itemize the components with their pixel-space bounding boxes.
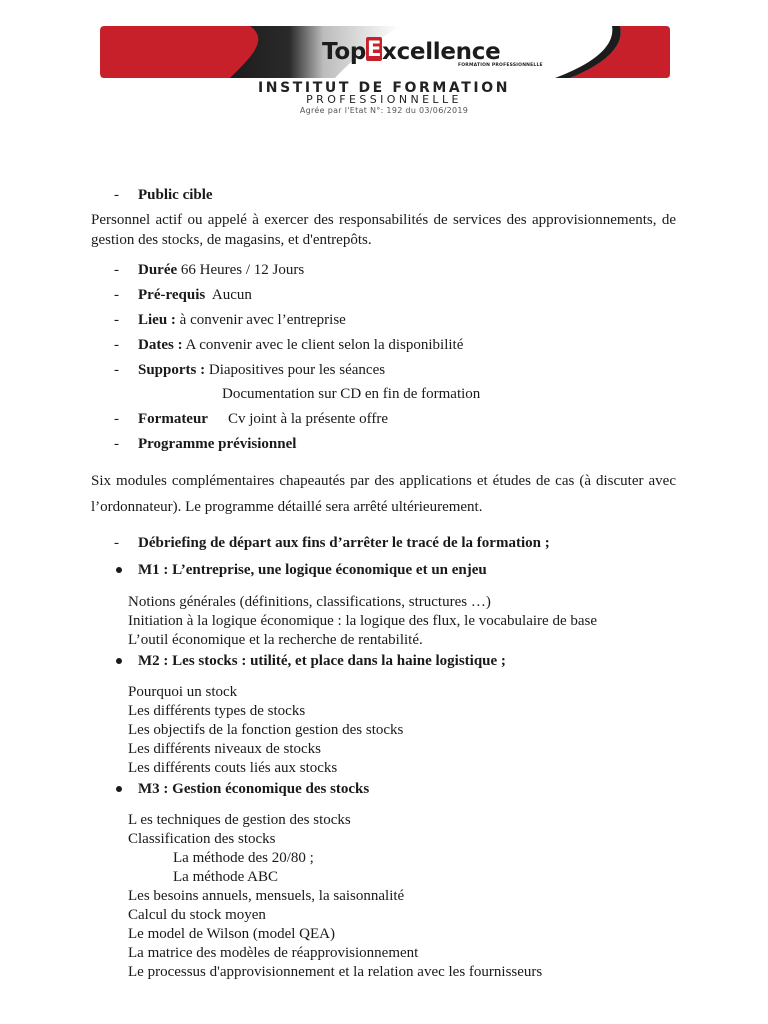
detail-value: 66 Heures / 12 Jours — [180, 262, 305, 278]
list-item: Les différents types de stocks — [128, 703, 306, 719]
list-dash: - — [114, 262, 119, 278]
detail-duree — [138, 260, 304, 280]
detail-label: Lieu : — [138, 312, 176, 328]
detail-prerequis — [138, 285, 252, 305]
list-item: Initiation à la logique économique : la logique des flux, le vocabulaire de base — [128, 613, 598, 629]
list-item: L es techniques de gestion des stocks — [128, 812, 351, 828]
detail-value: à convenir avec l’entreprise — [179, 312, 346, 328]
list-dash: - — [114, 436, 119, 452]
list-item: Classification des stocks — [128, 831, 276, 847]
institute-subtitle: PROFESSIONNELLE — [306, 93, 462, 106]
detail-label: Dates : — [138, 337, 183, 353]
detail-label: Pré-requis — [138, 287, 206, 303]
list-item: Le model de Wilson (model QEA) — [128, 926, 335, 942]
detail-supports-continued: Documentation sur CD en fin de formation — [222, 386, 481, 402]
list-item: Les différents couts liés aux stocks — [128, 760, 338, 776]
brand-logo-e: E — [367, 37, 382, 61]
brand-subtitle: FORMATION PROFESSIONNELLE — [458, 63, 543, 68]
list-item: Les besoins annuels, mensuels, la saisonnalité — [128, 888, 405, 904]
institute-accreditation: Agrée par l'Etat N°: 192 du 03/06/2019 — [299, 106, 469, 115]
list-dash: - — [114, 535, 119, 551]
list-dash: - — [114, 187, 119, 203]
list-item: Pourquoi un stock — [128, 684, 238, 700]
detail-supports — [138, 360, 385, 380]
bullet-dot — [116, 786, 122, 792]
debriefing-heading: Débriefing de départ aux fins d’arrêter le tracé de la formation ; — [138, 535, 550, 551]
detail-lieu — [138, 310, 346, 330]
list-item: L’outil économique et la recherche de rentabilité. — [128, 632, 423, 648]
bullet-dot — [116, 567, 122, 573]
detail-label: Formateur — [138, 411, 208, 427]
detail-formateur — [138, 409, 388, 429]
programme-heading: Programme prévisionnel — [138, 436, 297, 452]
list-item: Calcul du stock moyen — [128, 907, 266, 923]
list-dash: - — [114, 411, 119, 427]
programme-intro: Six modules complémentaires chapeautés par des applications et études de cas (à discuter avec l’ordonnateur). Le programme détaillé sera arrêté ultérieurement. — [91, 473, 676, 515]
list-item: Les différents niveaux de stocks — [128, 741, 322, 757]
list-item: La matrice des modèles de réapprovisionnement — [128, 945, 419, 961]
detail-label: Durée — [138, 262, 178, 278]
list-dash: - — [114, 312, 119, 328]
brand-logo-part: xcellence — [382, 39, 501, 65]
list-dash: - — [114, 362, 119, 378]
list-subitem: La méthode ABC — [173, 869, 278, 885]
brand-logo-part: Top — [322, 39, 366, 65]
detail-dates — [138, 335, 463, 355]
detail-label: Supports : — [138, 362, 206, 378]
module-m2-title: M2 : Les stocks : utilité, et place dans la haine logistique ; — [138, 653, 506, 669]
list-dash: - — [114, 287, 119, 303]
list-subitem: La méthode des 20/80 ; — [173, 850, 314, 866]
section-heading: Public cible — [138, 187, 213, 203]
header-banner — [100, 26, 670, 78]
module-m3-title: M3 : Gestion économique des stocks — [138, 781, 370, 797]
list-item: Notions générales (définitions, classifications, structures …) — [128, 594, 491, 610]
list-dash: - — [114, 337, 119, 353]
detail-value: Aucun — [211, 287, 252, 303]
public-cible-text: Personnel actif ou appelé à exercer des responsabilités de services des approvisionnements, de gestion des stocks, de magasins, et d'entrepôts. — [91, 212, 676, 248]
detail-value: Diapositives pour les séances — [208, 362, 386, 378]
detail-value: A convenir avec le client selon la disponibilité — [185, 337, 464, 353]
detail-value: Cv joint à la présente offre — [227, 411, 389, 427]
list-item: Les objectifs de la fonction gestion des stocks — [128, 722, 404, 738]
institute-title: INSTITUT DE FORMATION — [257, 80, 511, 96]
module-m1-title: M1 : L’entreprise, une logique économique et un enjeu — [138, 562, 487, 578]
list-item: Le processus d'approvisionnement et la relation avec les fournisseurs — [128, 964, 543, 980]
bullet-dot — [116, 658, 122, 664]
